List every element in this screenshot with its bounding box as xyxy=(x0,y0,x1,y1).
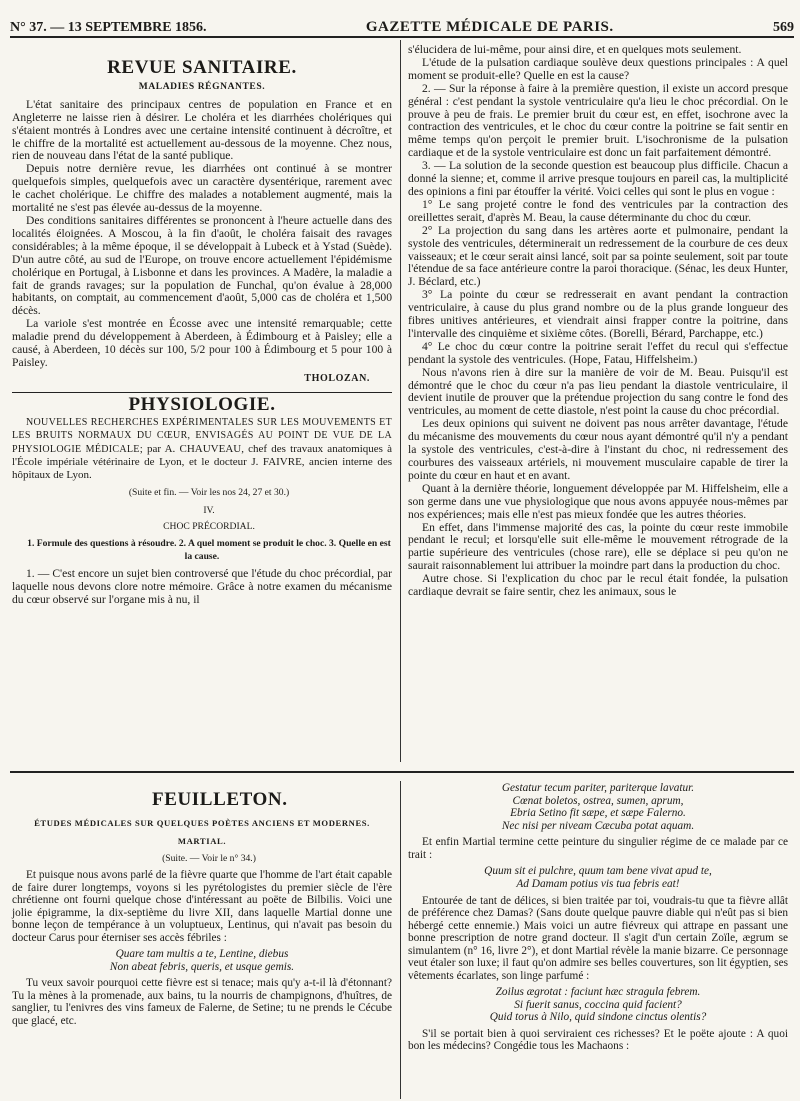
verse-line: Ebria Setino fit sæpe, et sæpe Falerno. xyxy=(510,807,686,820)
paragraph: Tu veux savoir pourquoi cette fièvre est si tenace; mais qu'y a-t-il là d'étonnant? Tu la mènes à la promenade, aux bains, tu la nourris de champignons, d'huîtres, de sanglier, tu l'enivres des vins fameux de Falerne, de Setine; tu ne prends le Cécube que glacé, etc. xyxy=(12,977,392,1027)
column-divider xyxy=(400,40,401,762)
verse-line: Cœnat boletos, ostrea, sumen, aprum, xyxy=(512,794,684,807)
list-item: 4° Le choc du cœur contre la poitrine serait l'effet du recul qui s'effectue pendant la systole des ventricules. (Hope, Fatau, Hiffelsheim.) xyxy=(408,339,788,366)
issue-number: N° 37. — 13 SEPTEMBRE 1856. xyxy=(10,20,207,35)
signature: THOLOZAN. xyxy=(304,372,370,384)
paragraph: Depuis notre dernière revue, les diarrhées ont continué à se montrer quelquefois simples, quelquefois avec un caractère dysentérique, rarement avec le cachet cholérique. Le chiffre des malades a notablement augmenté, mais la mortalité ne s'est pas élevée au-dessus de la moyenne. xyxy=(12,162,392,215)
list-item: 2° La projection du sang dans les artères aorte et pulmonaire, pendant la systole des ventricules, déterminerait un redressement de la courbure de ces deux vaisseaux; et le cœur serait ainsi lancé, soit par sa pointe seulement, soit par toute l'étendue de sa face antérieure contre la paroi thoracique. (Sénac, les deux Hunter, J. Béclard, etc.) xyxy=(408,223,788,289)
verse-line: Quare tam multis a te, Lentine, diebus xyxy=(115,948,289,960)
paragraph: S'il se portait bien à quoi serviraient ces richesses? Et le poëte ajoute : A quoi bon les médecins? Congédie tous les Machaons : xyxy=(408,1027,788,1053)
right-column-feuilleton xyxy=(408,782,788,1053)
paragraph: Nous n'avons rien à dire sur la manière de voir de M. Beau. Puisqu'il est démontré que le choc du cœur n'a pas lieu pendant la diastole ventriculaire, il devient inutile de prouver que la prétendue projection du sang contre le fond des ventricules, au moment de cette diastole, n'est point la cause du choc précordial. xyxy=(408,365,788,418)
left-column-feuilleton xyxy=(12,790,392,1027)
article-subheading: CHOC PRÉCORDIAL. xyxy=(163,521,255,533)
paragraph: Quant à la dernière théorie, longuement développée par M. Hiffelsheim, elle a son germe dans une vue physiologique que nous avons appuyée nous-mêmes par nos expériences; mais elle n'est pas mieux fondée que les autres théories. xyxy=(408,481,788,521)
paragraph: Des conditions sanitaires différentes se prononcent à l'heure actuelle dans des localités éloignées. A Moscou, à la fin d'août, le choléra faisait des ravages considérables; à la même époque, il se développait à Lubeck et à Ystad (Suède). D'un autre côté, au sud de l'Europe, on trouve encore actuellement l'épidémisme cholérique en Portugal, à Lisbonne et dans les provinces. A Madère, la maladie a fait de grands ravages; sur la population de Funchal, qu'on évalue à 28,000 habitants, on comptait, au commencement d'août, 5,000 cas de choléra et 1,500 décès. xyxy=(12,213,392,318)
feuilleton-suite: (Suite. — Voir le n° 34.) xyxy=(162,852,256,864)
paragraph: La variole s'est montrée en Écosse avec une intensité remarquable; cette maladie prend du développement à Aberdeen, à Édimbourg et à Paisley; elle a causé, à Aberdeen, 10 décès sur 100, 5/2 pour 100 à Édimbourg et 5 pour 100 à Paisley. xyxy=(12,317,392,369)
article-section-number: IV. xyxy=(203,504,215,516)
verse-line: Ad Damam potius vis tua febris eat! xyxy=(516,877,680,890)
left-column-top xyxy=(12,58,392,607)
feuilleton-author: MARTIAL. xyxy=(177,836,227,846)
verse-line: Non abeat febris, queris, et usque gemis. xyxy=(109,960,295,973)
paragraph: L'état sanitaire des principaux centres de population en France et en Angleterre ne laisse rien à désirer. Le choléra et les diarrhées cholériques qui s'étaient montrés à Londres avec une certaine intensité continuent à décroître, et le chiffre de la mortalité est actuellement au-dessous de la moyenne. Chez nous, rien de nouveau dans l'état de la santé publique. xyxy=(12,97,392,163)
feuilleton-subtitle: ÉTUDES MÉDICALES SUR QUELQUES POÈTES ANCIENS ET MODERNES. xyxy=(34,817,370,828)
verse-line: Quid torus à Nilo, quid sindone cinctus olentis? xyxy=(489,1011,707,1024)
paragraph: Entourée de tant de délices, si bien traitée par toi, voudrais-tu que ta fièvre allât de préférence chez Damas? (Sans doute quelque pauvre diable qui n'eût pas si bien hébergé cette ennemie.) Mais voici un autre fiévreux qui attrape en passant une bonne prescription de notre grand docteur. Il s'agit d'un certain Zoïle, ægrum se simulantem (n° 16, livre 2°), et dont Martial révèle la manie bizarre. Ce personnage veut étaler son luxe; il faut qu'on admire ses belles couvertures, son lit égyptien, ses vêtements écarlates, son linge parfumé : xyxy=(408,894,788,982)
journal-name: GAZETTE MÉDICALE DE PARIS. xyxy=(365,19,614,35)
article-title-caps: NOUVELLES RECHERCHES EXPÉRIMENTALES SUR LES MOUVEMENTS ET LES BRUITS NORMAUX DU CŒUR, ENVISAGÉS AU POINT DE VUE DE LA PHYSIOLOGIE MÉDICALE xyxy=(12,416,392,455)
article-suite: (Suite et fin. — Voir les nos 24, 27 et 30.) xyxy=(128,486,290,498)
section-title-revue: REVUE SANITAIRE. xyxy=(107,57,297,78)
article-formule: 1. Formule des questions à résoudre. 2. A quel moment se produit le choc. 3. Quelle en est la cause. xyxy=(27,538,391,563)
section-rule xyxy=(12,392,392,393)
feuilleton-rule xyxy=(10,771,794,773)
verse-line: Si fuerit sanus, coccina quid facient? xyxy=(514,998,682,1011)
paragraph: 3. — La solution de la seconde question est beaucoup plus difficile. Chacun a donné la sienne; et, comme il arrive presque toujours en pareil cas, la multiplicité des opinions a fini par étouffer la vérité. Voici celles qui sont le plus en vogue : xyxy=(408,159,788,198)
list-item: 3° La pointe du cœur se redresserait en avant pendant la contraction ventriculaire, à cause du plus grand nombre ou de la plus grande longueur des fibres unitives antérieures, et viendrait ainsi frapper contre la poitrine, dans l'intervalle des cinquième et sixième côtes. (Borelli, Bérard, Parchappe, etc.) xyxy=(408,288,788,340)
right-column-top xyxy=(408,44,788,599)
section-subtitle-maladies: MALADIES RÉGNANTES. xyxy=(138,81,266,92)
verse-quote xyxy=(408,782,788,832)
page-header xyxy=(10,6,794,38)
paragraph: Et enfin Martial termine cette peinture du singulier régime de ce malade par ce trait : xyxy=(408,836,788,861)
verse-quote xyxy=(408,986,788,1024)
list-item: 1° Le sang projeté contre le fond des ventricules par la contraction des oreillettes serait, d'après M. Beau, la cause déterminante du choc du cœur. xyxy=(408,197,788,224)
paragraph: Autre chose. Si l'explication du choc par le recul était fondée, la pulsation cardiaque devrait se faire sentir, chez les animaux, sous le xyxy=(408,572,788,599)
page-number: 569 xyxy=(772,20,794,35)
paragraph: 2. — Sur la réponse à faire à la première question, il existe un accord presque général : c'est pendant la systole ventriculaire qu'a lieu le choc précordial. On le prouve à peu de frais. Le premier bruit du cœur est, en effet, isochrone avec la contraction des ventricules, et le choc du cœur contre la poitrine se fait sentir en même temps qu'on perçoit le premier bruit. L'isochronisme de la pulsation cardiaque et de la systole ventriculaire est donc un fait parfaitement démontré. xyxy=(408,81,788,160)
paragraph: En effet, dans l'immense majorité des cas, la pointe du cœur reste immobile pendant le recul; et lorsqu'elle suit elle-même le mouvement rétrograde de la partie supérieure des ventricules (chose rare), elle se déplace si peu qu'on ne saurait raisonnablement lui attribuer la moindre part dans la production du choc. xyxy=(408,520,788,573)
column-divider-bottom xyxy=(400,781,401,1099)
paragraph: Et puisque nous avons parlé de la fièvre quarte que l'homme de l'art était capable de faire durer longtemps, voyons si les pyrétologistes du premier siècle de l'ère chrétienne ont fourni quelque chose d'intéressant au poëte de Bilbilis. Voici une jolie épigramme, la dix-septième du livre XII, dans laquelle Martial donne une bonne leçon de tempérance à un voluptueux, Lentinus, qui n'avait pas besoin du docteur Carus pour éterniser ses accès fébriles : xyxy=(12,869,392,944)
feuilleton-title: FEUILLETON. xyxy=(152,789,288,810)
paragraph: L'étude de la pulsation cardiaque soulève deux questions principales : A quel moment se produit-elle? Quelle en est la cause? xyxy=(408,55,788,82)
verse-line: Gestatur tecum pariter, pariterque lavatur. xyxy=(501,782,695,794)
section-title-physiologie: PHYSIOLOGIE. xyxy=(128,393,276,415)
paragraph: Les deux opinions qui suivent ne doivent pas nous arrêter davantage, l'étude du mécanisme des mouvements du cœur nous ayant démontré qu'il n'y a pendant la systole des ventricules, c'est-à-dire à l'instant du choc, ni redressement des courbures des vaisseaux artériels, ni mouvement musculaire capable de tirer la pointe du cœur en haut et en avant. xyxy=(408,417,788,482)
paragraph: 1. — C'est encore un sujet bien controversé que l'étude du choc précordial, par laquelle nous devons clore notre mémoire. Grâce à notre examen du mécanisme du cœur observé sur l'organe mis à nu, il xyxy=(12,567,392,606)
verse-line: Zoilus ægrotat : faciunt hæc stragula febrem. xyxy=(495,986,701,999)
article-title xyxy=(12,416,392,482)
verse-quote xyxy=(12,948,392,973)
verse-line: Nec nisi per niveam Cæcuba potat aquam. xyxy=(501,819,695,832)
article-title-authors: ; par A. CHAUVEAU, chef des travaux anatomiques à l'École impériale vétérinaire de Lyon, et le docteur J. FAIVRE, ancien interne des hôpitaux de Lyon. xyxy=(12,442,392,482)
verse-line: Quum sit ei pulchre, quum tam bene vivat apud te, xyxy=(484,865,712,878)
paragraph: s'élucidera de lui-même, pour ainsi dire, et en quelques mots seulement. xyxy=(408,43,742,56)
verse-quote xyxy=(408,865,788,890)
